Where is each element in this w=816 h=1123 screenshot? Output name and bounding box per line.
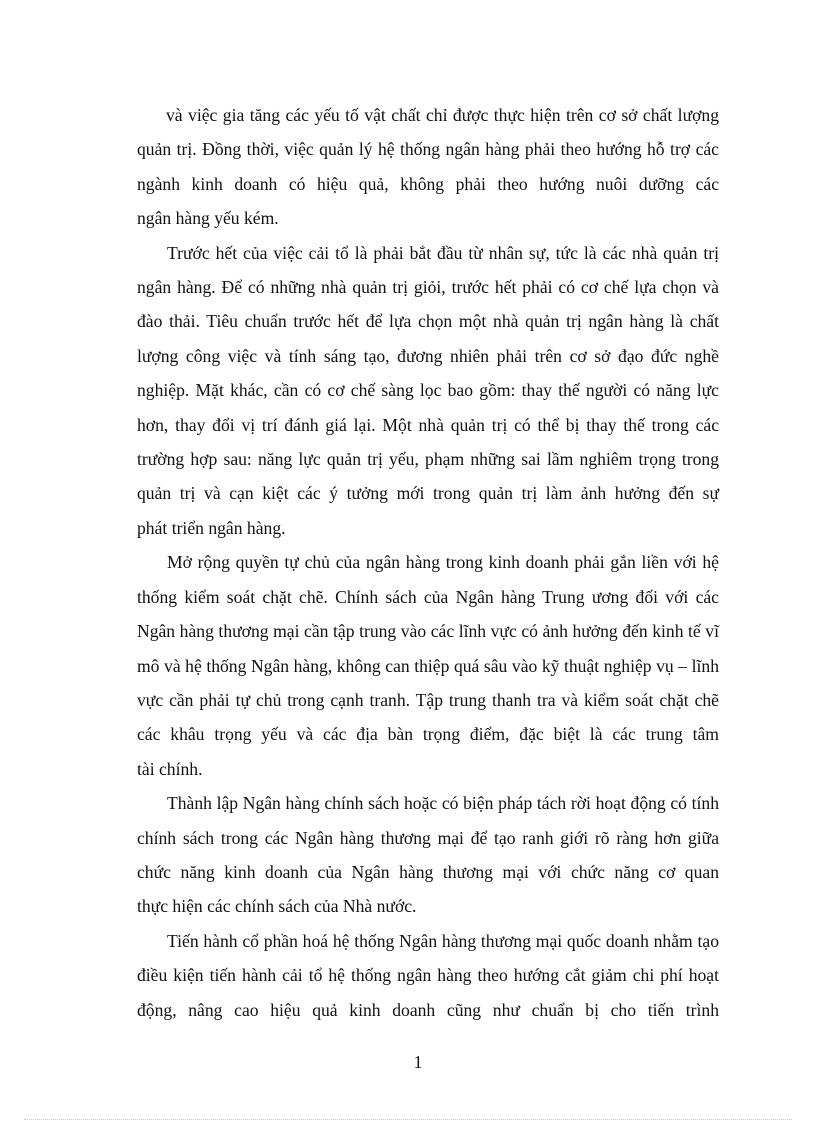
page-bottom-divider	[24, 1119, 792, 1120]
paragraph-4-last-line: thực hiện các chính sách của Nhà nước.	[137, 896, 417, 917]
paragraph-2-last-line: phát triển ngân hàng.	[137, 517, 286, 538]
page-number: 1	[413, 1052, 423, 1072]
paragraph-1	[137, 98, 719, 236]
paragraph-4	[137, 786, 719, 924]
paragraph-3-last-line: tài chính.	[137, 758, 203, 779]
document-body	[137, 98, 719, 1027]
paragraph-1-text: và việc gia tăng các yếu tố vật chất chỉ được thực hiện trên cơ sở chất lượng quản trị. Đồng thời, việc quản lý hệ thống ngân hàng phải theo hướng hỗ trợ các ngành kinh doanh có hiệu quả, không phải theo hướng nuôi dưỡng các	[137, 105, 719, 194]
paragraph-5-text: Tiến hành cổ phần hoá hệ thống Ngân hàng thương mại quốc doanh nhằm tạo điều kiện tiến hành cải tổ hệ thống ngân hàng theo hướng cắt giảm chi phí hoạt động, nâng cao hiệu quả kinh doanh cũng như chuẩn bị cho tiến trình	[137, 930, 719, 1020]
paragraph-3-text: Mở rộng quyền tự chủ của ngân hàng trong kinh doanh phải gắn liền với hệ thống kiểm soát chặt chẽ. Chính sách của Ngân hàng Trung ương đối với các Ngân hàng thương mại cần tập trung vào các lĩnh vực có ảnh hưởng đến kinh tế vĩ mô và hệ thống Ngân hàng, không can thiệp quá sâu vào kỹ thuật nghiệp vụ – lĩnh vực cần phải tự chủ trong cạnh tranh. Tập trung thanh tra và kiểm soát chặt chẽ các khâu trọng yếu và các địa bàn trọng điểm, đặc biệt là các trung tâm	[137, 552, 719, 745]
paragraph-2-text: Trước hết của việc cải tổ là phải bắt đầu từ nhân sự, tức là các nhà quản trị ngân hàng. Để có những nhà quản trị giỏi, trước hết phải có cơ chế lựa chọn và đào thải. Tiêu chuẩn trước hết để lựa chọn một nhà quản trị ngân hàng là chất lượng công việc và tính sáng tạo, đương nhiên phải trên cơ sở đạo đức nghề nghiệp. Mặt khác, cần có cơ chế sàng lọc bao gồm: thay thế người có năng lực hơn, thay đổi vị trí đánh giá lại. Một nhà quản trị có thể bị thay thế trong các trường hợp sau: năng lực quản trị yếu, phạm những sai lầm nghiêm trọng trong quản trị và cạn kiệt các ý tưởng mới trong quản trị làm ảnh hưởng đến sự	[137, 242, 719, 504]
paragraph-3	[137, 545, 719, 786]
paragraph-1-last-line: ngân hàng yếu kém.	[137, 208, 279, 229]
paragraph-2	[137, 236, 719, 546]
paragraph-4-text: Thành lập Ngân hàng chính sách hoặc có biện pháp tách rời hoạt động có tính chính sách trong các Ngân hàng thương mại để tạo ranh giới rõ ràng hơn giữa chức năng kinh doanh của Ngân hàng thương mại với chức năng cơ quan	[137, 793, 719, 882]
paragraph-5	[137, 924, 719, 1027]
